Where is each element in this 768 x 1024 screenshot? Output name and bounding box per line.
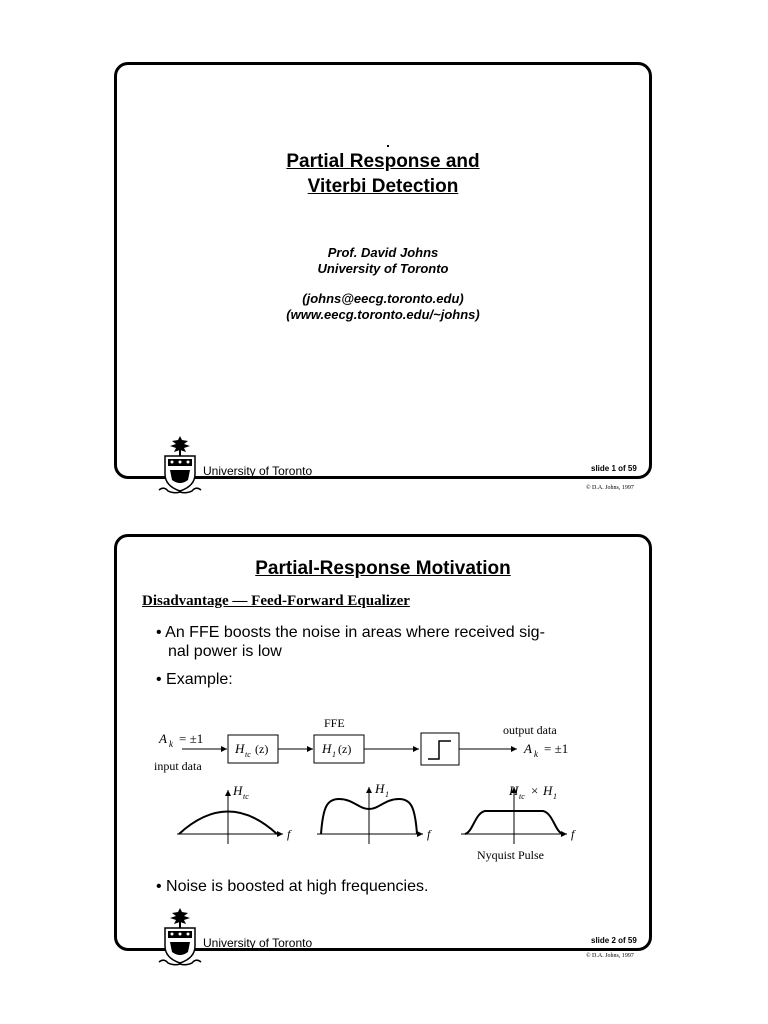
ffe-block-argument: (z) bbox=[338, 742, 352, 756]
input-symbol-subscript: k bbox=[169, 739, 173, 749]
author-affiliation: University of Toronto bbox=[317, 261, 449, 276]
nyquist-pulse-label: Nyquist Pulse bbox=[477, 848, 545, 862]
channel-block-subscript: tc bbox=[245, 750, 251, 759]
output-data-label: output data bbox=[503, 723, 557, 737]
channel-block-argument: (z) bbox=[255, 742, 269, 756]
slide-2-title: Partial-Response Motivation bbox=[255, 558, 511, 579]
output-symbol-subscript: k bbox=[534, 749, 538, 759]
bullet-item: • Noise is boosted at high frequencies. bbox=[156, 878, 429, 895]
input-value: = ±1 bbox=[179, 731, 204, 746]
dot-mark bbox=[387, 145, 389, 147]
footer-org: University of Toronto bbox=[203, 464, 313, 478]
ffe-block-subscript: 1 bbox=[332, 750, 336, 759]
slide-number: slide 2 of 59 bbox=[591, 936, 637, 945]
graph-2-label: H bbox=[375, 781, 385, 796]
graph-3-axis-f: f bbox=[571, 827, 575, 841]
output-value: = ±1 bbox=[544, 741, 569, 756]
copyright-notice: © D.A. Johns, 1997 bbox=[586, 485, 634, 491]
ffe-label: FFE bbox=[324, 716, 345, 730]
graph-2-axis-f: f bbox=[427, 827, 431, 841]
slide-2 bbox=[114, 534, 652, 951]
copyright-notice: © D.A. Johns, 1997 bbox=[586, 953, 634, 959]
slide-1-title-line-1: Partial Response and bbox=[286, 151, 480, 172]
bullet-item-continuation: nal power is low bbox=[168, 643, 282, 660]
graph-1-label: H bbox=[233, 783, 243, 798]
graph-3-subscript-b: 1 bbox=[553, 792, 557, 801]
bullet-item: • An FFE boosts the noise in areas where received sig- bbox=[156, 624, 545, 641]
input-symbol: A bbox=[159, 731, 167, 746]
graph-3-subscript-a: tc bbox=[519, 792, 525, 801]
slicer-block bbox=[421, 733, 459, 765]
slide-number: slide 1 of 59 bbox=[591, 464, 637, 473]
channel-block-label: H bbox=[235, 741, 245, 756]
footer-org: University of Toronto bbox=[203, 936, 313, 950]
author-email: (johns@eecg.toronto.edu) bbox=[302, 291, 464, 306]
slide-1 bbox=[114, 62, 652, 479]
graph-3-label-a: H bbox=[509, 783, 519, 798]
author-website: (www.eecg.toronto.edu/~johns) bbox=[286, 307, 480, 322]
university-crest-icon bbox=[158, 906, 202, 968]
ffe-block-label: H bbox=[322, 741, 332, 756]
slide-1-title-line-2: Viterbi Detection bbox=[307, 176, 459, 197]
bullet-item: • Example: bbox=[156, 671, 233, 688]
graph-1-axis-f: f bbox=[287, 827, 291, 841]
graph-1-subscript: tc bbox=[243, 792, 249, 801]
graph-3-label-b: H bbox=[543, 783, 553, 798]
graph-2-subscript: 1 bbox=[385, 790, 389, 799]
graph-3-times: × bbox=[531, 783, 539, 798]
section-heading: Disadvantage — Feed-Forward Equalizer bbox=[142, 593, 410, 609]
output-symbol: A bbox=[524, 741, 532, 756]
university-crest-icon bbox=[158, 434, 202, 496]
ffe-block-diagram bbox=[117, 537, 649, 948]
input-data-label: input data bbox=[154, 759, 202, 773]
author-name: Prof. David Johns bbox=[327, 245, 439, 260]
